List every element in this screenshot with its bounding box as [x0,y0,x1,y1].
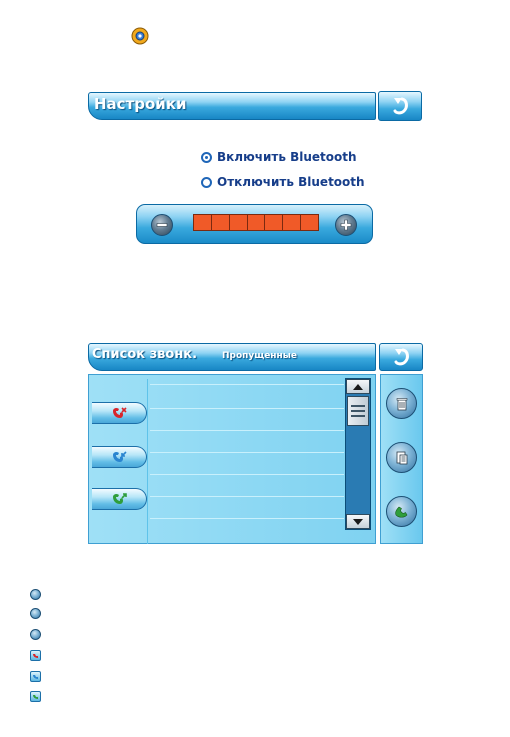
volume-segment [248,215,266,230]
scroll-down-button[interactable] [346,514,370,529]
plus-icon [340,219,352,231]
volume-segment [230,215,248,230]
phone-handset-icon [393,503,411,521]
bluetooth-on-option[interactable] [201,150,357,164]
bluetooth-on-label: Включить Bluetooth [217,150,357,164]
missed-call-icon [110,406,128,420]
outgoing-call-icon [30,691,41,702]
volume-segment [212,215,230,230]
phonebook-icon [30,608,41,619]
dial-button[interactable] [386,496,417,527]
arrow-down-icon [352,518,364,526]
radio-unselected-icon[interactable] [201,177,212,188]
outgoing-calls-button[interactable] [92,488,147,510]
list-row-line [150,518,344,519]
outgoing-call-icon [110,492,128,506]
scroll-thumb[interactable] [347,396,369,426]
missed-calls-button[interactable] [92,402,147,424]
missed-call-icon [30,650,41,661]
delete-icon [30,589,41,600]
radio-selected-icon[interactable] [201,152,212,163]
dial-icon [30,629,41,640]
incoming-call-icon [30,671,41,682]
volume-down-button[interactable] [151,214,173,236]
back-button[interactable] [379,343,423,371]
volume-segment [265,215,283,230]
incoming-call-icon [110,450,128,464]
volume-level-indicator [193,214,319,231]
list-divider [147,379,148,544]
list-row-line [150,408,344,409]
back-button[interactable] [378,91,422,121]
delete-button[interactable] [386,388,417,419]
settings-gear-icon [131,27,149,45]
volume-segment [301,215,318,230]
list-row-line [150,496,344,497]
calls-title: Список звонк. [92,347,198,362]
incoming-calls-button[interactable] [92,446,147,468]
active-tab-label: Пропущенные [222,351,297,361]
list-row-line [150,452,344,453]
volume-segment [194,215,212,230]
list-row-line [150,430,344,431]
arrow-up-icon [352,383,364,391]
page-title: Настройки [94,95,187,113]
phonebook-button[interactable] [386,442,417,473]
list-row-line [150,474,344,475]
scroll-up-button[interactable] [346,379,370,394]
back-arrow-icon [390,346,412,368]
phonebook-icon [394,450,410,466]
back-arrow-icon [389,95,411,117]
volume-up-button[interactable] [335,214,357,236]
minus-icon [156,219,168,231]
trash-icon [394,396,410,412]
volume-segment [283,215,301,230]
bluetooth-off-option[interactable] [201,175,365,189]
list-row-line [150,384,344,385]
bluetooth-off-label: Отключить Bluetooth [217,175,365,189]
